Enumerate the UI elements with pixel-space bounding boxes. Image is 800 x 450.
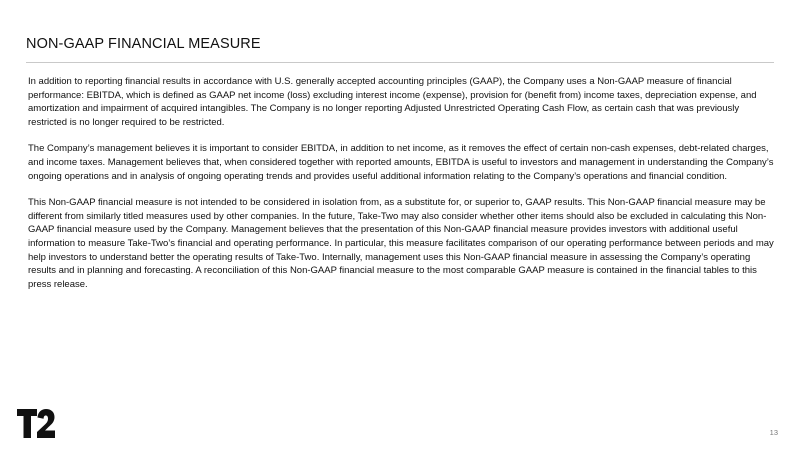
body-text — [28, 75, 774, 304]
paragraph-definition: In addition to reporting financial results in accordance with U.S. generally accepted accounting principles (GAAP), the Company uses a Non-GAAP measure of financial performance: EBITDA, which is defined as GAAP net income (loss) excluding interest income (expense), provision for (benefit from) income taxes, depreciation expense, and amortization and impairment of acquired intangibles. The Company is no longer reporting Adjusted Unrestricted Operating Cash Flow, as certain cash that was previously restricted is no longer required to be restricted. — [28, 76, 757, 128]
paragraph-disclaimer: This Non-GAAP financial measure is not intended to be considered in isolation from, as a substitute for, or superior to, GAAP results. This Non-GAAP financial measure may be different from similarly titled measures used by other companies. In the future, Take-Two may also consider whether other items should also be excluded in calculating this Non-GAAP financial measure used by the Company. Management believes that the presentation of this Non-GAAP financial measure provides investors with additional useful information to measure Take-Two’s financial and operating performance. In particular, this measure facilitates comparison of our operating performance between periods and may help investors to understand better the operating results of Take-Two. Internally, management uses this Non-GAAP financial measure in assessing the Company’s operating results and in planning and forecasting. A reconciliation of this Non-GAAP financial measure to the most comparable GAAP measure is contained in the financial tables to this press release. — [28, 197, 774, 290]
paragraph-management-rationale: The Company’s management believes it is important to consider EBITDA, in addition to net income, as it removes the effect of certain non-cash expenses, debt-related charges, and income taxes. Management believes that, when considered together with reported amounts, EBITDA is useful to investors and management in understanding the Company’s ongoing operations and in analysis of ongoing operating trends and provides useful additional information relating to the Company’s operations and financial condition. — [28, 143, 774, 182]
t2-logo-icon — [17, 409, 55, 438]
page-title: NON-GAAP FINANCIAL MEASURE — [26, 36, 261, 52]
title-divider — [26, 62, 774, 63]
page-number: 13 — [769, 428, 778, 437]
